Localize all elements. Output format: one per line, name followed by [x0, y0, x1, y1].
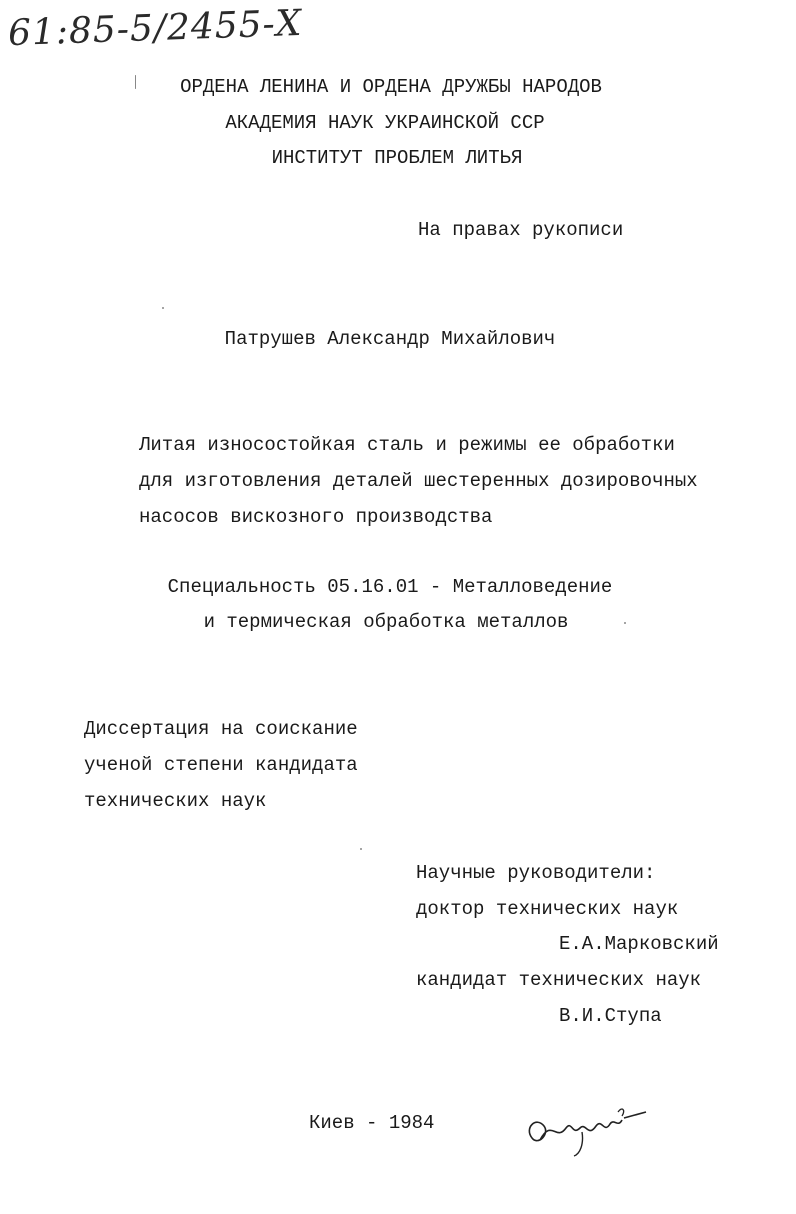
supervisor-1-title: доктор технических наук	[416, 898, 679, 920]
scan-speck	[135, 75, 136, 89]
header-line-3: ИНСТИТУТ ПРОБЛЕМ ЛИТЬЯ	[271, 147, 523, 169]
supervisor-1-name: Е.А.Марковский	[559, 933, 719, 955]
archive-number-handwritten: 61:85-5/2455-Х	[7, 2, 303, 55]
scan-speck	[162, 307, 164, 309]
dissertation-line-2: ученой степени кандидата	[84, 754, 358, 776]
specialty-line-2: и термическая обработка металлов	[203, 611, 569, 633]
thesis-title-line-2: для изготовления деталей шестеренных дозировочных	[139, 470, 698, 492]
supervisor-2-name: В.И.Ступа	[559, 1005, 662, 1027]
author-name: Патрушев Александр Михайлович	[224, 328, 556, 350]
city-year: Киев - 1984	[309, 1112, 435, 1134]
scan-speck	[360, 848, 362, 850]
thesis-title-line-1: Литая износостойкая сталь и режимы ее обработки	[139, 434, 675, 456]
rights-note: На правах рукописи	[418, 219, 624, 241]
header-line-1: ОРДЕНА ЛЕНИНА И ОРДЕНА ДРУЖБЫ НАРОДОВ	[180, 76, 602, 98]
signature-scribble	[522, 1098, 652, 1158]
specialty-line-1: Специальность 05.16.01 - Металловедение	[167, 576, 613, 598]
header-line-2: АКАДЕМИЯ НАУК УКРАИНСКОЙ ССР	[225, 112, 545, 134]
dissertation-line-1: Диссертация на соискание	[84, 718, 358, 740]
thesis-title-line-3: насосов вискозного производства	[139, 506, 493, 528]
supervisors-heading: Научные руководители:	[416, 862, 656, 884]
dissertation-line-3: технических наук	[84, 790, 267, 812]
supervisor-2-title: кандидат технических наук	[416, 969, 702, 991]
scan-speck	[624, 622, 626, 624]
